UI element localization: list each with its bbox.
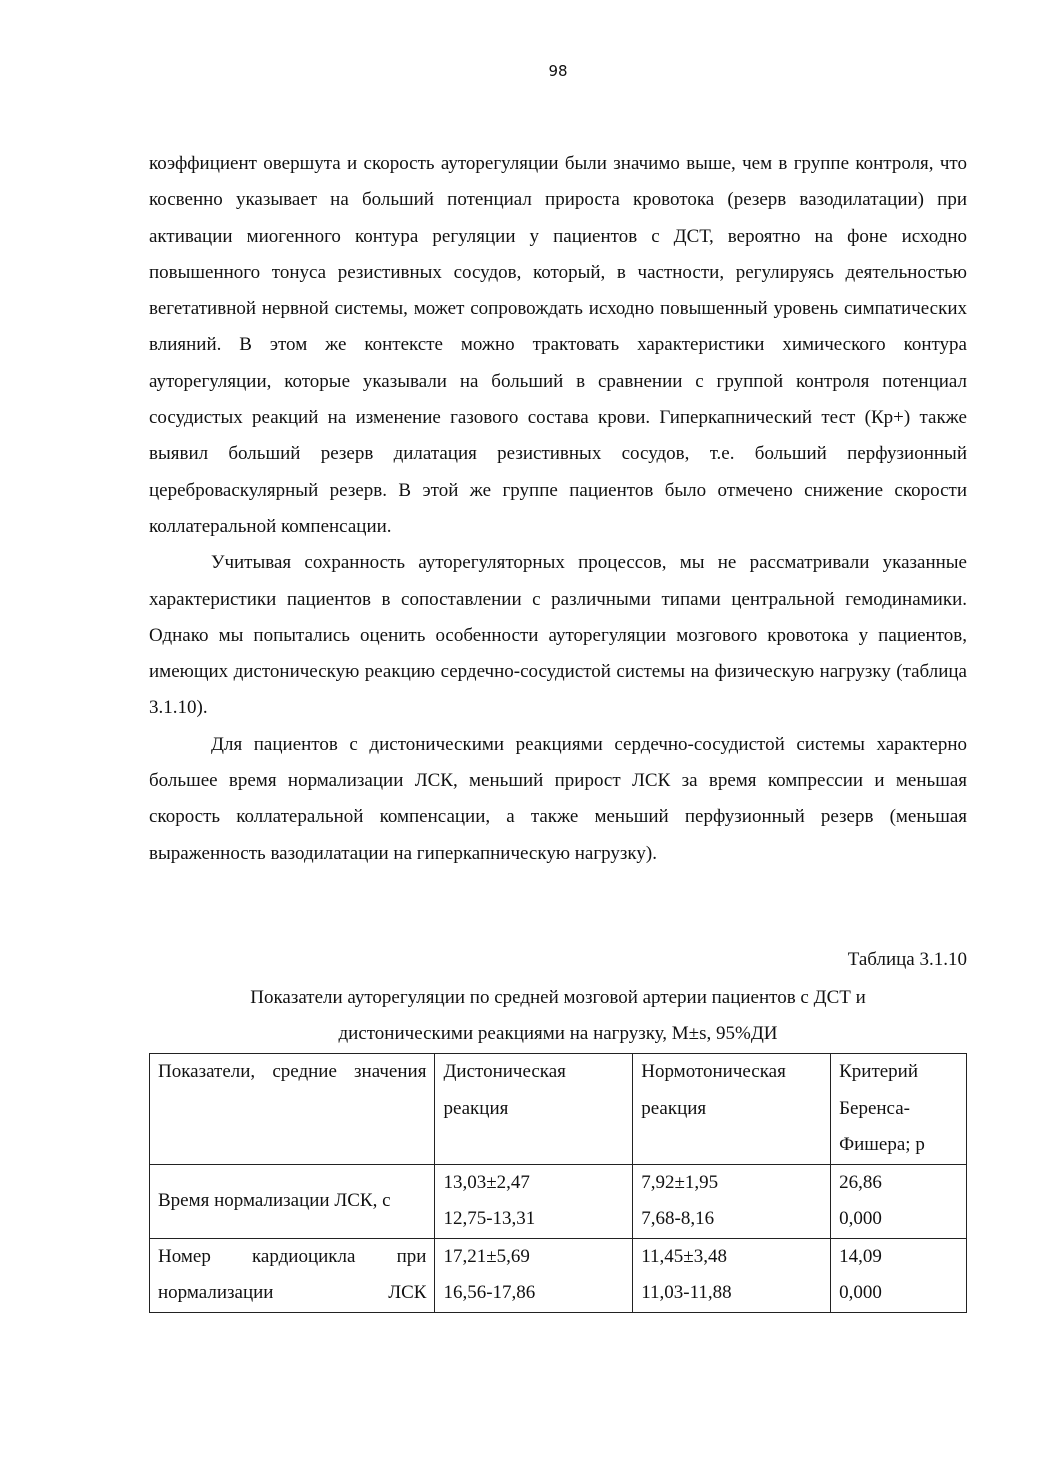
ci-value: 12,75-13,31	[443, 1208, 536, 1229]
ci-value: 7,68-8,16	[641, 1208, 715, 1229]
criterion-cell	[831, 1238, 967, 1312]
paragraph: коэффициент овершута и скорость ауторегуляции были значимо выше, чем в группе контроля, что косвенно указывает на больший потенциал прироста кровотока (резерв вазодилатации) при активации миогенного контура регуляции у пациентов с ДСТ, вероятно на фоне исходно повышенного тонуса резистивных сосудов, который, в частности, регулируясь деятельностью вегетативной нервной системы, может сопровождать исходно повышенный уровень симпатических влияний. В этом же контексте можно трактовать характеристики химического контура ауторегуляции, которые указывали на больший в сравнении с группой контроля потенциал сосудистых реакций на изменение газового состава крови. Гиперкапнический тест (Кр+) также выявил больший резерв дилатация резистивных сосудов, т.е. больший перфузионный цереброваскулярный резерв. В этой же группе пациентов было отмечено снижение скорости коллатеральной компенсации.	[149, 153, 967, 537]
p-value: 0,000	[839, 1282, 882, 1303]
row-label: Номер кардиоцикла при нормализации ЛСК	[158, 1245, 427, 1303]
body-text	[149, 146, 967, 872]
row-label-cell	[150, 1164, 435, 1238]
header-label: реакция	[641, 1097, 707, 1119]
row-label: Время нормализации ЛСК, с	[158, 1189, 391, 1211]
page-number: 98	[548, 62, 568, 80]
header-cell-indicators	[150, 1054, 435, 1165]
mean-value: 7,92±1,95	[641, 1171, 719, 1193]
p-value: 0,000	[839, 1208, 882, 1229]
criterion-value: 26,86	[839, 1171, 882, 1193]
table-number: Таблица 3.1.10	[847, 949, 967, 970]
row-label-cell	[150, 1238, 435, 1312]
header-cell-normotonic	[633, 1054, 831, 1165]
ci-value: 16,56-17,86	[443, 1282, 536, 1303]
paragraph: Учитывая сохранность ауторегуляторных процессов, мы не рассматривали указанные характеристики пациентов в сопоставлении с различными типами центральной гемодинамики. Однако мы попытались оценить особенности ауторегуляции мозгового кровотока у пациентов, имеющих дистоническую реакцию сердечно-сосудистой системы на физическую нагрузку (таблица 3.1.10).	[149, 552, 967, 719]
criterion-cell	[831, 1164, 967, 1238]
mean-value: 11,45±3,48	[641, 1245, 727, 1267]
dystonic-cell	[435, 1238, 633, 1312]
header-label: реакция	[443, 1097, 509, 1119]
table-header-row	[150, 1054, 967, 1165]
table-title-line: дистоническими реакциями на нагрузку, M±s, 95%ДИ	[338, 1023, 778, 1044]
mean-value: 13,03±2,47	[443, 1171, 530, 1193]
paragraph: Для пациентов с дистоническими реакциями сердечно-сосудистой системы характерно большее время нормализации ЛСК, меньший прирост ЛСК за время компрессии и меньшая скорость коллатеральной компенсации, а также меньший перфузионный резерв (меньшая выраженность вазодилатации на гиперкапническую нагрузку).	[149, 733, 967, 864]
ci-value: 11,03-11,88	[641, 1282, 732, 1303]
header-label: Дистоническая	[443, 1061, 566, 1082]
table-row	[150, 1238, 967, 1312]
mean-value: 17,21±5,69	[443, 1245, 530, 1267]
dystonic-cell	[435, 1164, 633, 1238]
header-cell-dystonic	[435, 1054, 633, 1165]
table-title-line: Показатели ауторегуляции по средней мозговой артерии пациентов с ДСТ и	[250, 987, 866, 1008]
header-label: Беренса-	[839, 1097, 910, 1119]
criterion-value: 14,09	[839, 1245, 882, 1267]
table-title	[149, 980, 967, 1052]
header-label: Критерий	[839, 1061, 919, 1082]
table-row	[150, 1164, 967, 1238]
header-label: Нормотоническая	[641, 1061, 786, 1082]
normotonic-cell	[633, 1238, 831, 1312]
data-table	[149, 1053, 967, 1313]
header-cell-criterion	[831, 1054, 967, 1165]
normotonic-cell	[633, 1164, 831, 1238]
header-label: Показатели, средние значения	[158, 1061, 427, 1082]
header-label: Фишера; p	[839, 1134, 925, 1155]
